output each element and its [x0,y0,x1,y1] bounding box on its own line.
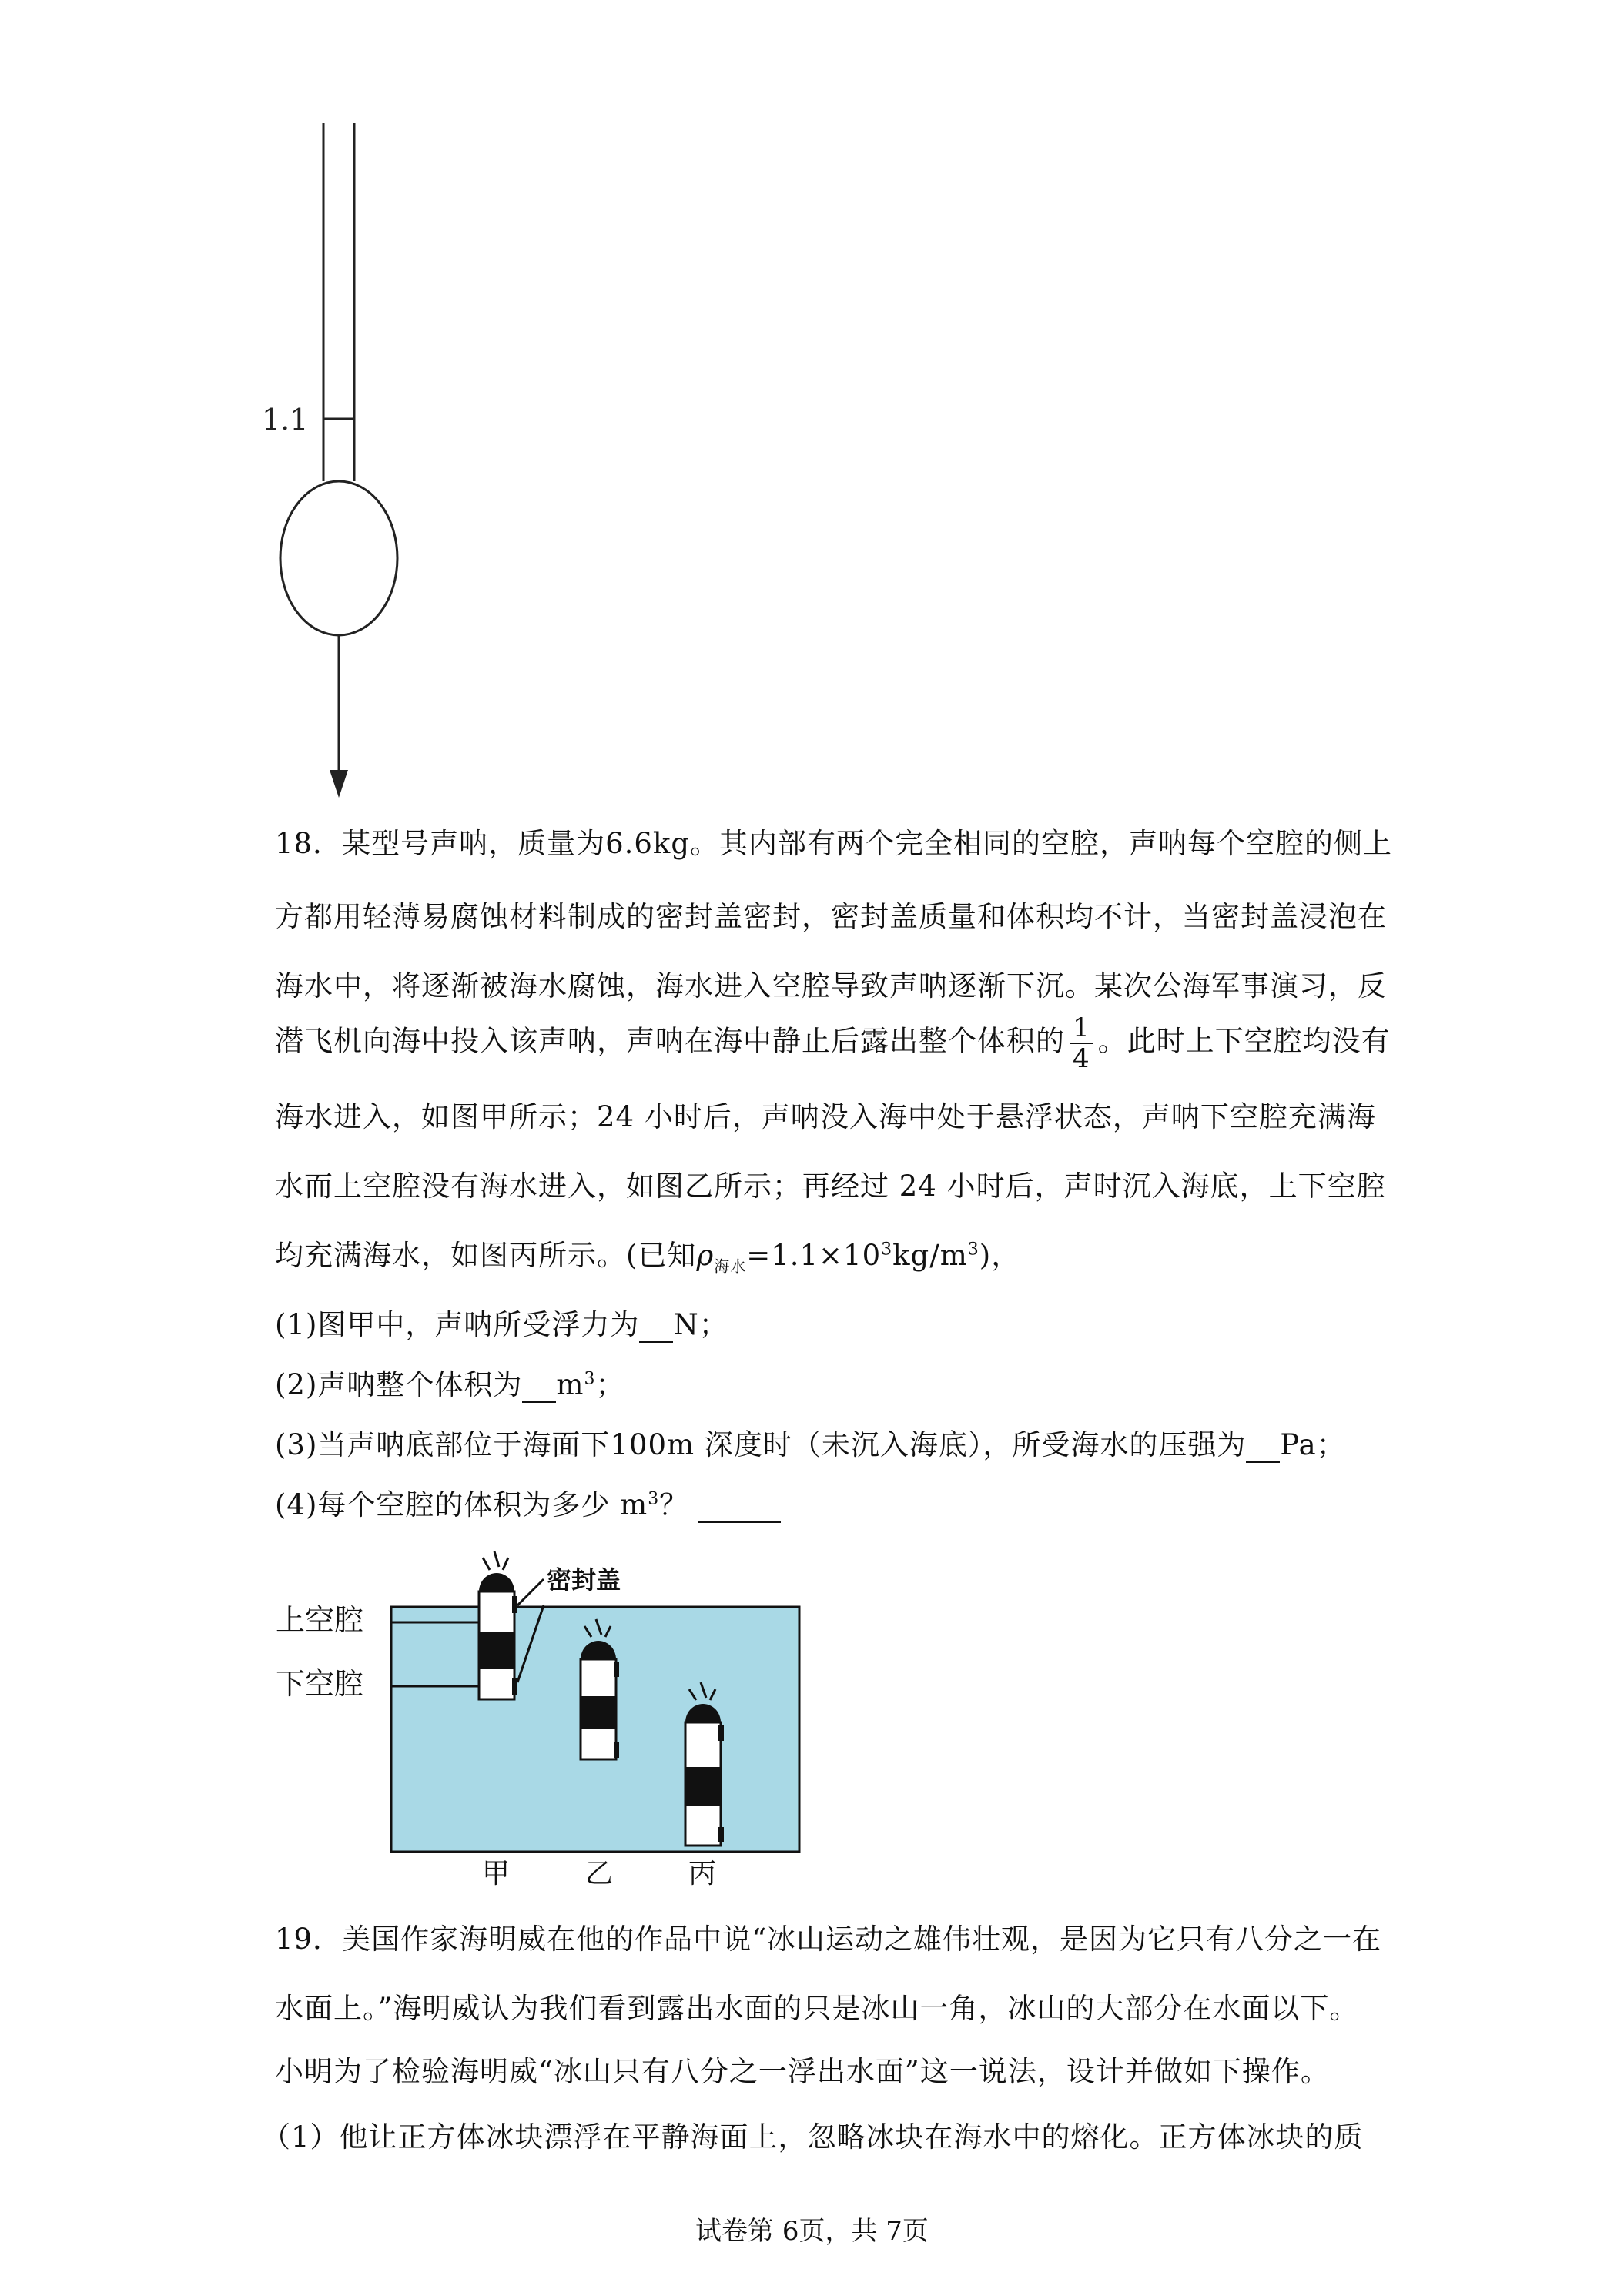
q18-line-7 [275,1232,1020,1276]
q18-sub-2 [275,1361,625,1403]
q18-line-3: 海水中，将逐渐被海水腐蚀，海水进入空腔导致声呐逐渐下沉。某次公海军事演习，反 [275,969,1387,1002]
sonar-figure [254,1551,824,1890]
density-unit-exponent: 3 [967,1240,979,1260]
answer-blank-2[interactable] [522,1368,556,1403]
rho-symbol: ρ [696,1239,715,1272]
answer-blank-3[interactable] [1246,1428,1280,1463]
answer-blank-4[interactable] [698,1488,781,1523]
q18-line-6: 水而上空腔没有海水进入，如图乙所示；再经过 24 小时后，声时沉入海底，上下空腔 [275,1170,1386,1203]
q18-line-4 [275,1012,1391,1074]
q19-line-3: 小明为了检验海明威“冰山只有八分之一浮出水面”这一说法，设计并做如下操作。 [275,2055,1330,2088]
q18-line-7-pre: 均充满海水，如图丙所示。(已知 [275,1239,697,1272]
sub2-unit: m [556,1368,584,1401]
sub1-unit: N； [673,1308,728,1341]
q18-line-7-post: )， [979,1239,1021,1272]
density-value: =1.1×10 [746,1239,882,1272]
sub3-text: (3)当声呐底部位于海面下100m 深度时（未沉入海底），所受海水的压强为 [275,1428,1247,1461]
sub3-unit: Pa； [1280,1428,1346,1461]
answer-blank-1[interactable] [639,1308,673,1343]
q19-line-2: 水面上。”海明威认为我们看到露出水面的只是冰山一角，冰山的大部分在水面以下。 [275,1992,1359,2025]
one-quarter-fraction [1070,1012,1093,1074]
q18-sub-3 [275,1421,1346,1463]
label-seal-cap: 密封盖 [547,1565,621,1595]
label-upper-cavity: 上空腔 [276,1603,364,1637]
label-yi: 乙 [585,1858,614,1889]
hydrometer-figure [262,123,439,801]
sub2-text: (2)声呐整个体积为 [275,1368,523,1401]
sub2-post: ； [595,1368,625,1401]
sub1-text: (1)图甲中，声呐所受浮力为 [275,1308,640,1341]
q19-line-1: 19．美国作家海明威在他的作品中说“冰山运动之雄伟壮观，是因为它只有八分之一在 [275,1923,1381,1956]
rho-subscript: 海水 [714,1257,747,1276]
q18-line-4-pre: 潜飞机向海中投入该声呐，声呐在海中静止后露出整个体积的 [275,1024,1065,1058]
label-jia: 甲 [482,1858,511,1889]
q19-line-4: （1）他让正方体冰块漂浮在平静海面上，忽略冰块在海水中的熔化。正方体冰块的质 [262,2120,1364,2154]
q18-line-1: 18．某型号声呐，质量为6.6kg。其内部有两个完全相同的空腔，声呐每个空腔的侧上 [275,827,1393,860]
fraction-denominator: 4 [1073,1043,1090,1074]
q18-sub-4 [275,1481,781,1523]
page-footer: 试卷第 6页，共 7页 [695,2216,929,2247]
label-lower-cavity: 下空腔 [276,1667,364,1701]
sub2-exp: 3 [584,1369,596,1389]
sub4-exp: 3 [648,1489,660,1509]
q18-line-4-post: 。此时上下空腔均没有 [1097,1024,1391,1058]
q18-line-2: 方都用轻薄易腐蚀材料制成的密封盖密封，密封盖质量和体积均不计，当密封盖浸泡在 [275,900,1387,933]
fraction-numerator: 1 [1070,1015,1093,1044]
label-bing: 丙 [688,1858,717,1889]
mark-label: 1.1 [262,403,309,437]
sub4-post: ？ [659,1488,689,1521]
sub4-text: (4)每个空腔的体积为多少 m [275,1488,648,1521]
density-exponent: 3 [881,1240,893,1260]
q18-line-5: 海水进入，如图甲所示；24 小时后，声呐没入海中处于悬浮状态，声呐下空腔充满海 [275,1100,1376,1133]
q18-sub-1 [275,1301,728,1343]
sonar-a [479,1551,517,1699]
density-unit: kg/m [892,1239,968,1272]
